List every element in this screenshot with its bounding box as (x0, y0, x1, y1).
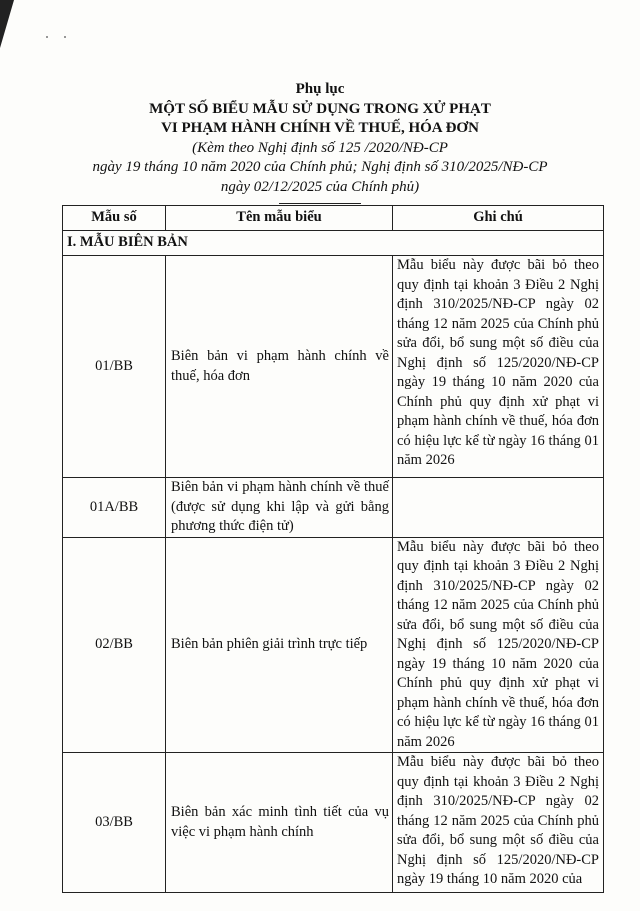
form-note: Mẫu biểu này được bãi bỏ theo quy định tại khoản 3 Điều 2 Nghị định 310/2025/NĐ-CP ngày 02 tháng 12 năm 2025 của Chính phủ sửa đổi, bổ sung một số điều của Nghị định số 125/2020/NĐ-CP ngày 19 tháng 10 năm 2020 của Chính phủ quy định xử phạt vi phạm hành chính về thuế, hóa đơn có hiệu lực kể từ ngày 16 tháng 01 năm 2026 (393, 256, 604, 478)
form-name: Biên bản vi phạm hành chính về thuế (được sử dụng khi lập và gửi bằng phương thức điện tử) (166, 478, 393, 538)
form-name: Biên bản phiên giải trình trực tiếp (166, 537, 393, 753)
table-row (63, 478, 604, 538)
header-divider (279, 203, 361, 204)
reference-line1: (Kèm theo Nghị định số 125 /2020/NĐ-CP (192, 139, 448, 156)
reference-line3: ngày 02/12/2025 của Chính phủ) (220, 178, 420, 195)
table-row (63, 537, 604, 753)
form-note: Mẫu biểu này được bãi bỏ theo quy định tại khoản 3 Điều 2 Nghị định 310/2025/NĐ-CP ngày 02 tháng 12 năm 2025 của Chính phủ sửa đổi, bổ sung một số điều của Nghị định số 125/2020/NĐ-CP ngày 19 tháng 10 năm 2020 của (393, 753, 604, 893)
forms-table (62, 205, 604, 893)
table-header-row (63, 206, 604, 231)
section-heading: I. MẪU BIÊN BẢN (63, 231, 604, 256)
scan-speck (64, 36, 66, 38)
column-header-code: Mẫu số (63, 206, 166, 231)
form-note: Mẫu biểu này được bãi bỏ theo quy định tại khoản 3 Điều 2 Nghị định 310/2025/NĐ-CP ngày 02 tháng 12 năm 2025 của Chính phủ sửa đổi, bổ sung một số điều của Nghị định số 125/2020/NĐ-CP ngày 19 tháng 10 năm 2020 của Chính phủ quy định xử phạt vi phạm hành chính về thuế, hóa đơn có hiệu lực kể từ ngày 16 tháng 01 năm 2026 (393, 537, 604, 753)
column-header-name: Tên mẫu biểu (166, 206, 393, 231)
table-row (63, 256, 604, 478)
appendix-title: Phụ lục (295, 81, 345, 97)
appendix-subtitle-line1: MỘT SỐ BIỂU MẪU SỬ DỤNG TRONG XỬ PHẠT (149, 100, 491, 117)
form-code: 01/BB (63, 256, 166, 478)
form-code: 02/BB (63, 537, 166, 753)
form-note (393, 478, 604, 538)
appendix-subtitle-line2: VI PHẠM HÀNH CHÍNH VỀ THUẾ, HÓA ĐƠN (161, 120, 479, 136)
form-name: Biên bản xác minh tình tiết của vụ việc vi phạm hành chính (166, 753, 393, 893)
form-code: 01A/BB (63, 478, 166, 538)
scan-speck (46, 36, 48, 38)
section-row (63, 231, 604, 256)
reference-line2: ngày 19 tháng 10 năm 2020 của Chính phủ; Nghị định số 310/2025/NĐ-CP (92, 159, 548, 175)
document-header (0, 80, 640, 204)
form-name: Biên bản vi phạm hành chính về thuế, hóa đơn (166, 256, 393, 478)
scan-edge-mark (0, 0, 14, 48)
column-header-note: Ghi chú (393, 206, 604, 231)
form-code: 03/BB (63, 753, 166, 893)
table-row (63, 753, 604, 893)
